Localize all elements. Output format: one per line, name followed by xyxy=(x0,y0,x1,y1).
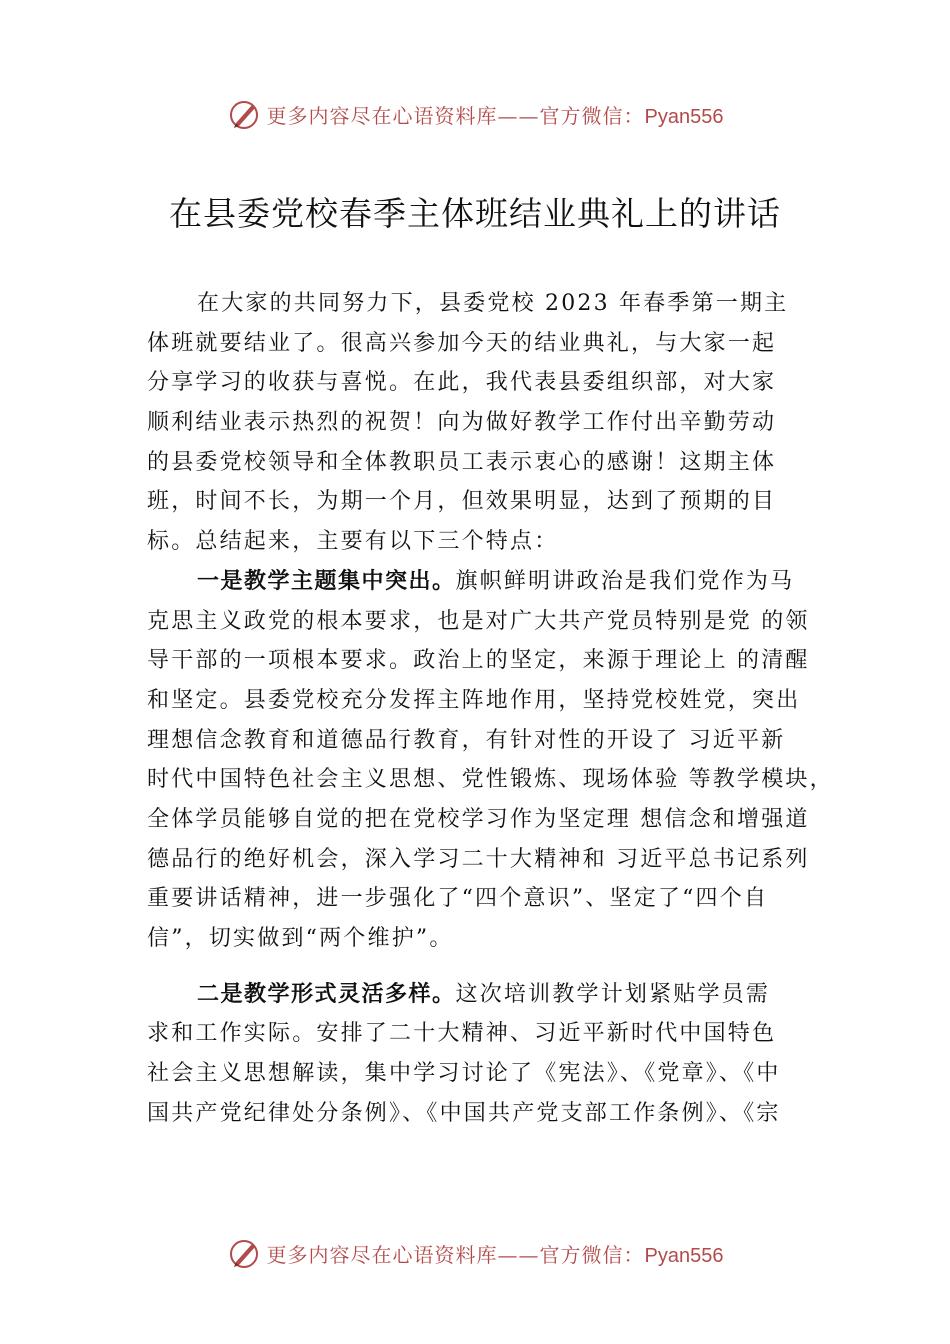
paragraph-line xyxy=(147,975,837,1015)
paragraph-line: 在大家的共同努力下，县委党校 2023 年春季第一期主 xyxy=(197,291,789,316)
watermark-text xyxy=(267,100,724,129)
point-text: 旗帜鲜明讲政治是我们党作为马 xyxy=(455,568,795,594)
paragraph-point-one xyxy=(147,562,837,959)
paragraph-line: 分享学习的收获与喜悦。在此，我代表县委组织部，对大家 xyxy=(147,370,777,396)
paragraph-line: 的县委党校领导和全体教职员工表示衷心的感谢！这期主体 xyxy=(147,449,777,475)
paragraph-line xyxy=(147,562,837,602)
wechat-id: Pyan556 xyxy=(644,1244,724,1267)
point-text: 这次培训教学计划紧贴学员需 xyxy=(455,981,771,1007)
paragraph-line: 求和工作实际。安排了二十大精神、习近平新时代中国特色 xyxy=(147,1021,777,1047)
paragraph-line: 德品行的绝好机会，深入学习二十大精神和 习近平总书记系列 xyxy=(147,846,810,872)
page-title: 在县委党校春季主体班结业典礼上的讲话 xyxy=(169,194,781,233)
point-heading: 一是教学主题集中突出。 xyxy=(197,568,456,594)
paragraph-line: 时代中国特色社会主义思想、党性锻炼、现场体验 等教学模块， xyxy=(147,767,834,793)
wechat-id: Pyan556 xyxy=(644,105,724,128)
paragraph-line: 社会主义思想解读，集中学习讨论了《宪法》、《党章》、《中 xyxy=(147,1061,781,1087)
pen-logo-icon xyxy=(227,1236,261,1270)
paragraph-line: 顺利结业表示热烈的祝贺！向为做好教学工作付出辛勤劳动 xyxy=(147,410,777,436)
watermark-label: 更多内容尽在心语资料库——官方微信： xyxy=(266,1242,645,1267)
paragraph-intro xyxy=(147,284,837,562)
paragraph-line: 导干部的一项根本要求。政治上的坚定，来源于理论上 的清醒 xyxy=(147,648,810,674)
paragraph-gap xyxy=(147,959,837,975)
paragraph-line: 克思主义政党的根本要求，也是对广大共产党员特别是党 的领 xyxy=(147,608,810,634)
paragraph-line: 标。总结起来，主要有以下三个特点： xyxy=(147,529,559,555)
pen-logo-icon xyxy=(227,97,261,131)
watermark-label: 更多内容尽在心语资料库——官方微信： xyxy=(266,103,645,128)
paragraph-line: 国共产党纪律处分条例》、《中国共产党支部工作条例》、《宗 xyxy=(147,1100,781,1126)
paragraph-line: 体班就要结业了。很高兴参加今天的结业典礼，与大家一起 xyxy=(147,330,777,356)
document-body xyxy=(147,284,837,1133)
paragraph-point-two xyxy=(147,975,837,1134)
paragraph-line: 信”，切实做到“两个维护”。 xyxy=(147,926,454,951)
paragraph-line: 全体学员能够自觉的把在党校学习作为坚定理 想信念和增强道 xyxy=(147,806,810,832)
paragraph-line: 和坚定。县委党校充分发挥主阵地作用，坚持党校姓党，突出 xyxy=(147,687,801,713)
paragraph-line: 重要讲话精神，进一步强化了“四个意识”、坚定了“四个自 xyxy=(147,886,769,912)
header-watermark-banner xyxy=(0,94,950,134)
paragraph-line: 班，时间不长，为期一个月，但效果明显，达到了预期的目 xyxy=(147,489,777,515)
point-heading: 二是教学形式灵活多样。 xyxy=(197,981,456,1007)
paragraph-line: 理想信念教育和道德品行教育，有针对性的开设了 习近平新 xyxy=(147,727,786,753)
footer-watermark-banner xyxy=(0,1233,950,1273)
watermark-text xyxy=(267,1239,724,1268)
